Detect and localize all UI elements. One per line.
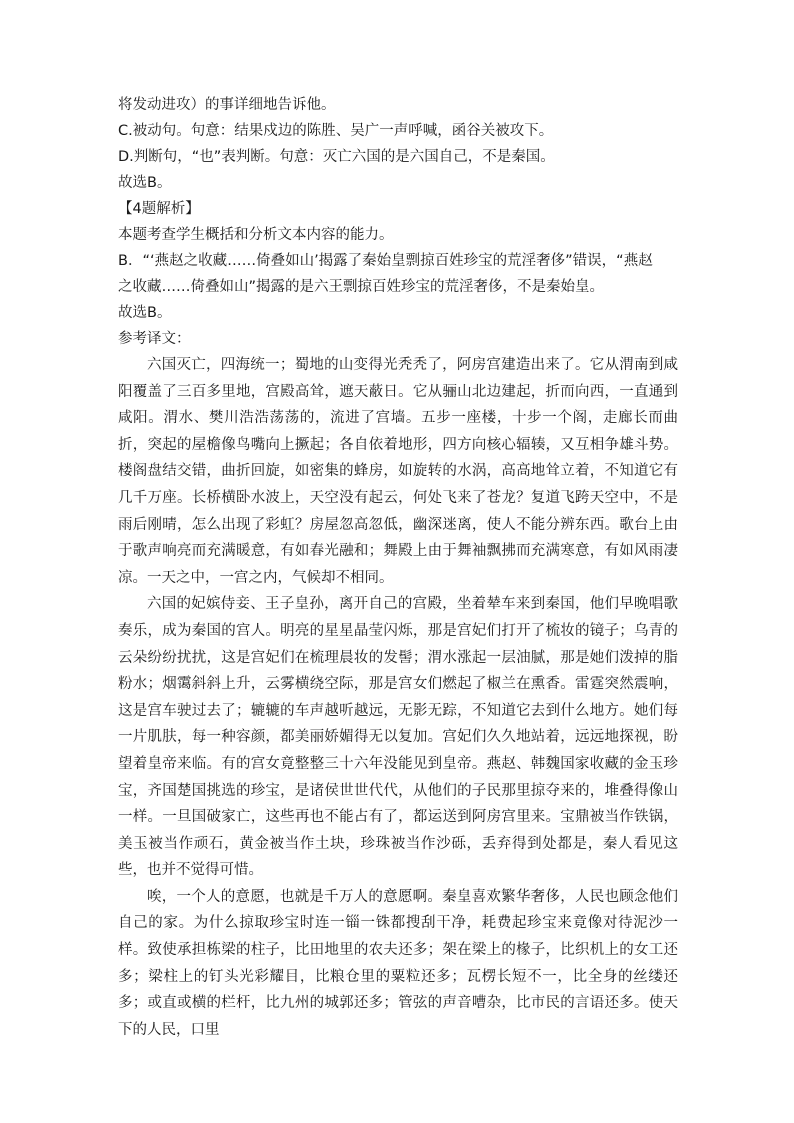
question-4-intro: 本题考查学生概括和分析文本内容的能力。 [118,227,394,243]
question-4-option-b-line2: 之收藏……倚叠如山”揭露的是六王剽掠百姓珍宝的荒淫奢侈，不是秦始皇。 [118,279,605,295]
translation-paragraph-1: 六国灭亡，四海统一；蜀地的山变得光秃秃了，阿房宫建造出来了。它从渭南到咸阳覆盖了三百多里地，宫殿高耸，遮天蔽日。它从骊山北边建起，折而向西，一直通到咸阳。渭水、樊川浩浩荡荡的，流进了宫墙。五步一座楼，十步一个阁，走廊长而曲折，突起的屋檐像鸟嘴向上撅起；各自依着地形，四方向核心辐辏，又互相争雄斗势。楼阁盘结交错，曲折回旋，如密集的蜂房，如旋转的水涡，高高地耸立着，不知道它有几千万座。长桥横卧水波上，天空没有起云，何处飞来了苍龙？复道飞跨天空中，不是雨后刚晴，怎么出现了彩虹？房屋忽高忽低，幽深迷离，使人不能分辨东西。歌台上由于歌声响亮而充满暖意，有如春光融和；舞殿上由于舞袖飘拂而充满寒意，有如风雨凄凉。一天之中，一宫之内，气候却不相同。 [118,357,678,586]
answer-line-4: 故选B。 [118,305,172,321]
translation-paragraph-3: 唉，一个人的意愿，也就是千万人的意愿啊。秦皇喜欢繁华奢侈，人民也顾念他们自己的家。为什么掠取珍宝时连一锱一铢都搜刮干净，耗费起珍宝来竟像对待泥沙一样。致使承担栋梁的柱子，比田地里的农夫还多；架在梁上的椽子，比织机上的女工还多；梁柱上的钉头光彩耀目，比粮仓里的粟粒还多；瓦楞长短不一，比全身的丝缕还多；或直或横的栏杆，比九州的城郭还多；管弦的声音嘈杂，比市民的言语还多。使天下的人民，口里 [118,888,678,1038]
analysis-line-continuation: 将发动进攻）的事详细地告诉他。 [118,97,336,113]
translation-paragraph-2: 六国的妃嫔侍妾、王子皇孙，离开自己的宫殿，坐着辇车来到秦国，他们早晚唱歌奏乐，成为秦国的宫人。明亮的星星晶莹闪烁，那是宫妃们打开了梳妆的镜子；乌青的云朵纷纷扰扰，这是宫妃们在梳理晨妆的发髻；渭水涨起一层油腻，那是她们泼掉的脂粉水；烟霭斜斜上升，云雾横绕空际，那是宫女们燃起了椒兰在熏香。雷霆突然震响，这是宫车驶过去了；辘辘的车声越听越远，无影无踪，不知道它去到什么地方。她们每一片肌肤，每一种容颜，都美丽娇媚得无以复加。宫妃们久久地站着，远远地探视，盼望着皇帝来临。有的宫女竟整整三十六年没能见到皇帝。燕赵、韩魏国家收藏的金玉珍宝，齐国楚国挑选的珍宝，是诸侯世世代代，从他们的子民那里掠夺来的，堆叠得像山一样。一旦国破家亡，这些再也不能占有了，都运送到阿房宫里来。宝鼎被当作铁锅，美玉被当作顽石，黄金被当作土块，珍珠被当作沙砾，丢弃得到处都是，秦人看见这些，也并不觉得可惜。 [118,596,678,879]
question-4-option-b-line1: B．“‘燕赵之收藏……倚叠如山’揭露了秦始皇剽掠百姓珍宝的荒淫奢侈”错误，“燕赵 [118,253,653,269]
analysis-option-c: C.被动句。句意：结果戍边的陈胜、吴广一声呼喊，函谷关被攻下。 [118,123,554,139]
question-4-heading: 【4题解析】 [118,201,200,217]
analysis-option-d: D.判断句，“也”表判断。句意：灭亡六国的是六国自己，不是秦国。 [118,149,555,165]
document-content [118,92,678,1043]
answer-line-3: 故选B。 [118,175,172,191]
translation-heading: 参考译文： [118,331,191,347]
